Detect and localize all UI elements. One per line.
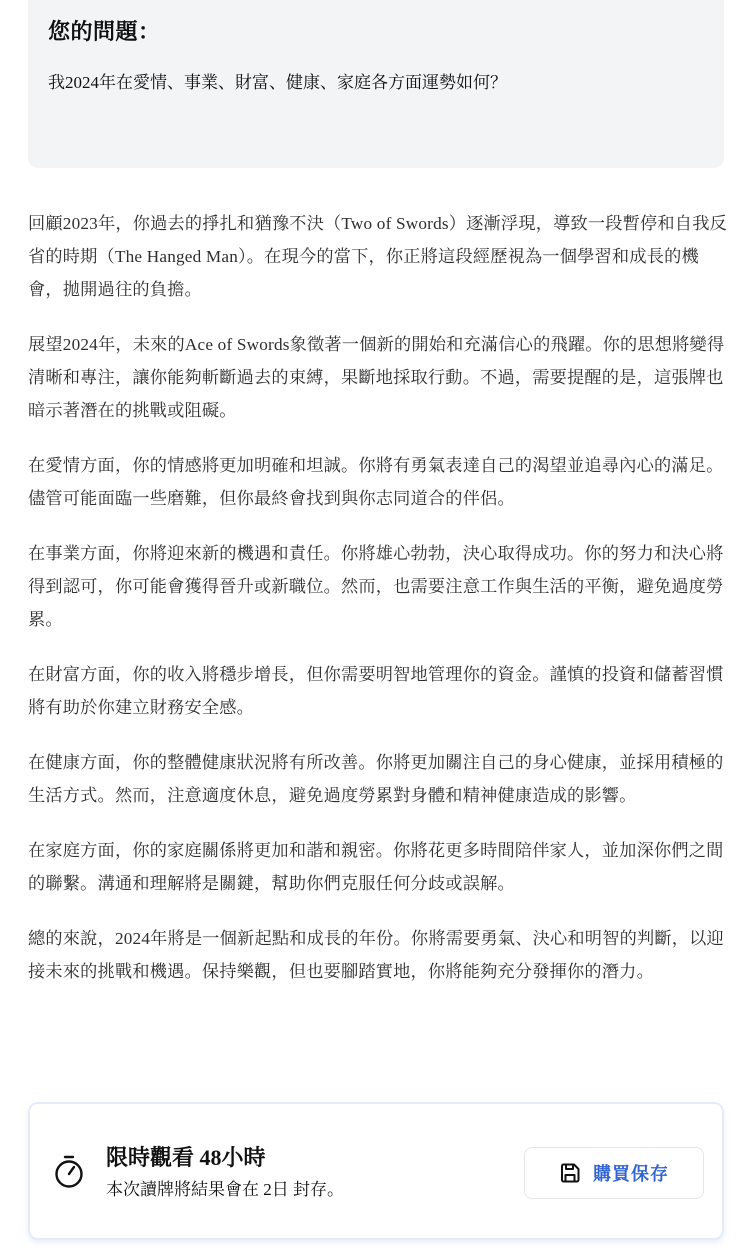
reading-paragraph-future: 展望2024年，未來的Ace of Swords象徵著一個新的開始和充滿信心的飛躍。你的思想將變得清晰和專注，讓你能夠斬斷過去的束縛，果斷地採取行動。不過，需要提醒的是，這張牌也暗示著潛在的挑戰或阻礙。 <box>28 335 725 420</box>
purchase-save-label: 購買保存 <box>593 1164 669 1184</box>
reading-paragraph-summary: 總的來說，2024年將是一個新起點和成長的年份。你將需要勇氣、決心和明智的判斷，以迎接未來的挑戰和機遇。保持樂觀，但也要腳踏實地，你將能夠充分發揮你的潛力。 <box>28 929 724 981</box>
question-title: 您的問題： <box>48 19 161 44</box>
question-text: 我2024年在愛情、事業、財富、健康、家庭各方面運勢如何？ <box>48 73 507 92</box>
limited-time-card <box>28 1102 724 1240</box>
reading-paragraph-health: 在健康方面，你的整體健康狀況將有所改善。你將更加關注自己的身心健康，並採用積極的生活方式。然而，注意適度休息，避免過度勞累對身體和精神健康造成的影響。 <box>28 753 724 805</box>
reading-paragraph-career: 在事業方面，你將迎來新的機遇和責任。你將雄心勃勃，決心取得成功。你的努力和決心將得到認可，你可能會獲得晉升或新職位。然而，也需要注意工作與生活的平衡，避免過度勞累。 <box>28 544 724 629</box>
purchase-save-button[interactable] <box>524 1147 704 1199</box>
reading-paragraph-wealth: 在財富方面，你的收入將穩步增長，但你需要明智地管理你的資金。謹慎的投資和儲蓄習慣將有助於你建立財務安全感。 <box>28 665 724 717</box>
reading-result <box>28 207 728 1010</box>
reading-paragraph-past-present: 回顧2023年，你過去的掙扎和猶豫不決（Two of Swords）逐漸浮現，導致一段暫停和自我反省的時期（The Hanged Man）。在現今的當下，你正將這段經歷視為一個學習和成長的機會，拋開過往的負擔。 <box>28 214 727 299</box>
floppy-disk-icon <box>559 1162 581 1184</box>
question-card <box>28 0 724 168</box>
stopwatch-icon <box>52 1154 86 1190</box>
archive-notice: 本次讀牌將結果會在 2日 封存。 <box>106 1180 344 1199</box>
limited-time-title: 限時觀看 48小時 <box>106 1145 266 1170</box>
reading-paragraph-love: 在愛情方面，你的情感將更加明確和坦誠。你將有勇氣表達自己的渴望並追尋內心的滿足。儘管可能面臨一些磨難，但你最終會找到與你志同道合的伴侶。 <box>28 456 724 508</box>
reading-paragraph-family: 在家庭方面，你的家庭關係將更加和諧和親密。你將花更多時間陪伴家人，並加深你們之間的聯繫。溝通和理解將是關鍵，幫助你們克服任何分歧或誤解。 <box>28 841 724 893</box>
